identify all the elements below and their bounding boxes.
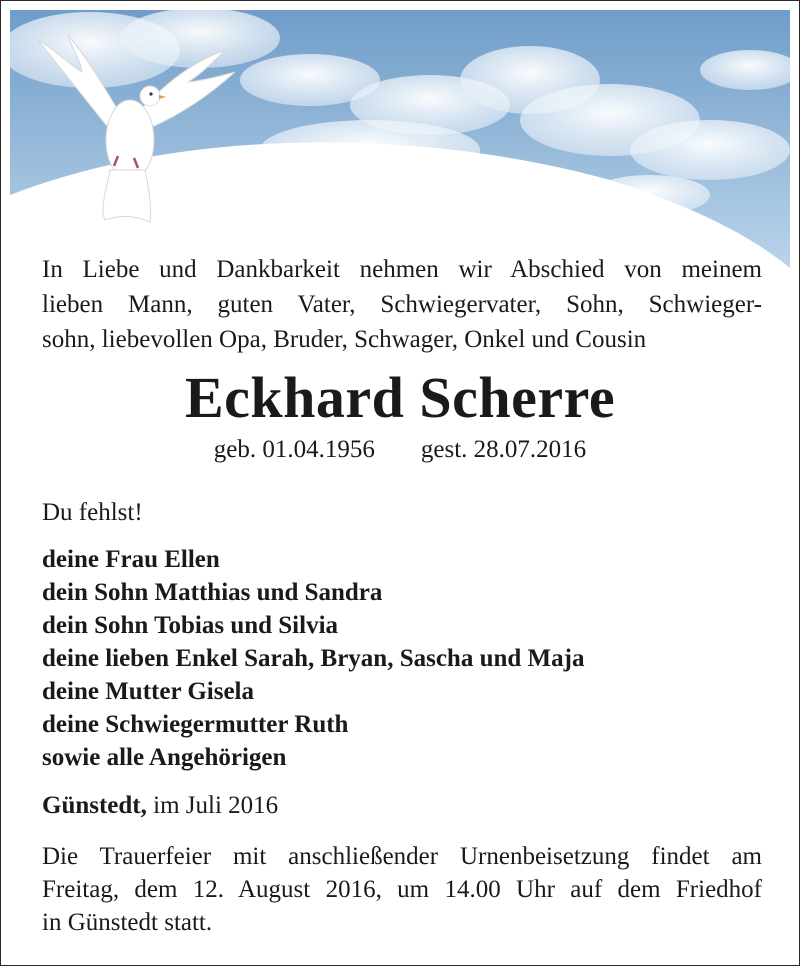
service-line: Freitag, dem 12. August 2016, um 14.00 Uhr auf dem Friedhof bbox=[42, 876, 762, 903]
birth-date: geb. 01.04.1956 bbox=[213, 436, 375, 463]
deceased-name: Eckhard Scherre bbox=[184, 365, 616, 430]
service-line: Die Trauerfeier mit anschließender Urnenbeisetzung findet am bbox=[42, 843, 762, 870]
family-member: dein Sohn Matthias und Sandra bbox=[42, 579, 383, 606]
intro-line: In Liebe und Dankbarkeit nehmen wir Abschied von meinem bbox=[42, 256, 762, 283]
place: Günstedt, bbox=[42, 792, 147, 819]
dove-in-clouds-icon bbox=[10, 10, 790, 275]
date: im Juli 2016 bbox=[153, 792, 279, 819]
family-member: deine Mutter Gisela bbox=[42, 678, 254, 705]
life-dates bbox=[0, 434, 800, 466]
service-info bbox=[42, 840, 762, 939]
intro-line: lieben Mann, guten Vater, Schwiegervater, Sohn, Schwieger- bbox=[42, 291, 762, 318]
family-list bbox=[42, 543, 762, 774]
family-member: dein Sohn Tobias und Silvia bbox=[42, 612, 339, 639]
death-date: gest. 28.07.2016 bbox=[420, 436, 587, 463]
intro-line: sohn, liebevollen Opa, Bruder, Schwager, Onkel und Cousin bbox=[42, 326, 647, 353]
family-member: sowie alle Angehörigen bbox=[42, 744, 287, 771]
place-date bbox=[42, 789, 762, 823]
service-line: in Günstedt statt. bbox=[42, 909, 213, 936]
family-member: deine lieben Enkel Sarah, Bryan, Sascha und Maja bbox=[42, 645, 585, 672]
family-member: deine Frau Ellen bbox=[42, 546, 220, 573]
family-member: deine Schwiegermutter Ruth bbox=[42, 711, 349, 738]
message: Du fehlst! bbox=[42, 499, 143, 526]
intro-text bbox=[42, 252, 762, 357]
